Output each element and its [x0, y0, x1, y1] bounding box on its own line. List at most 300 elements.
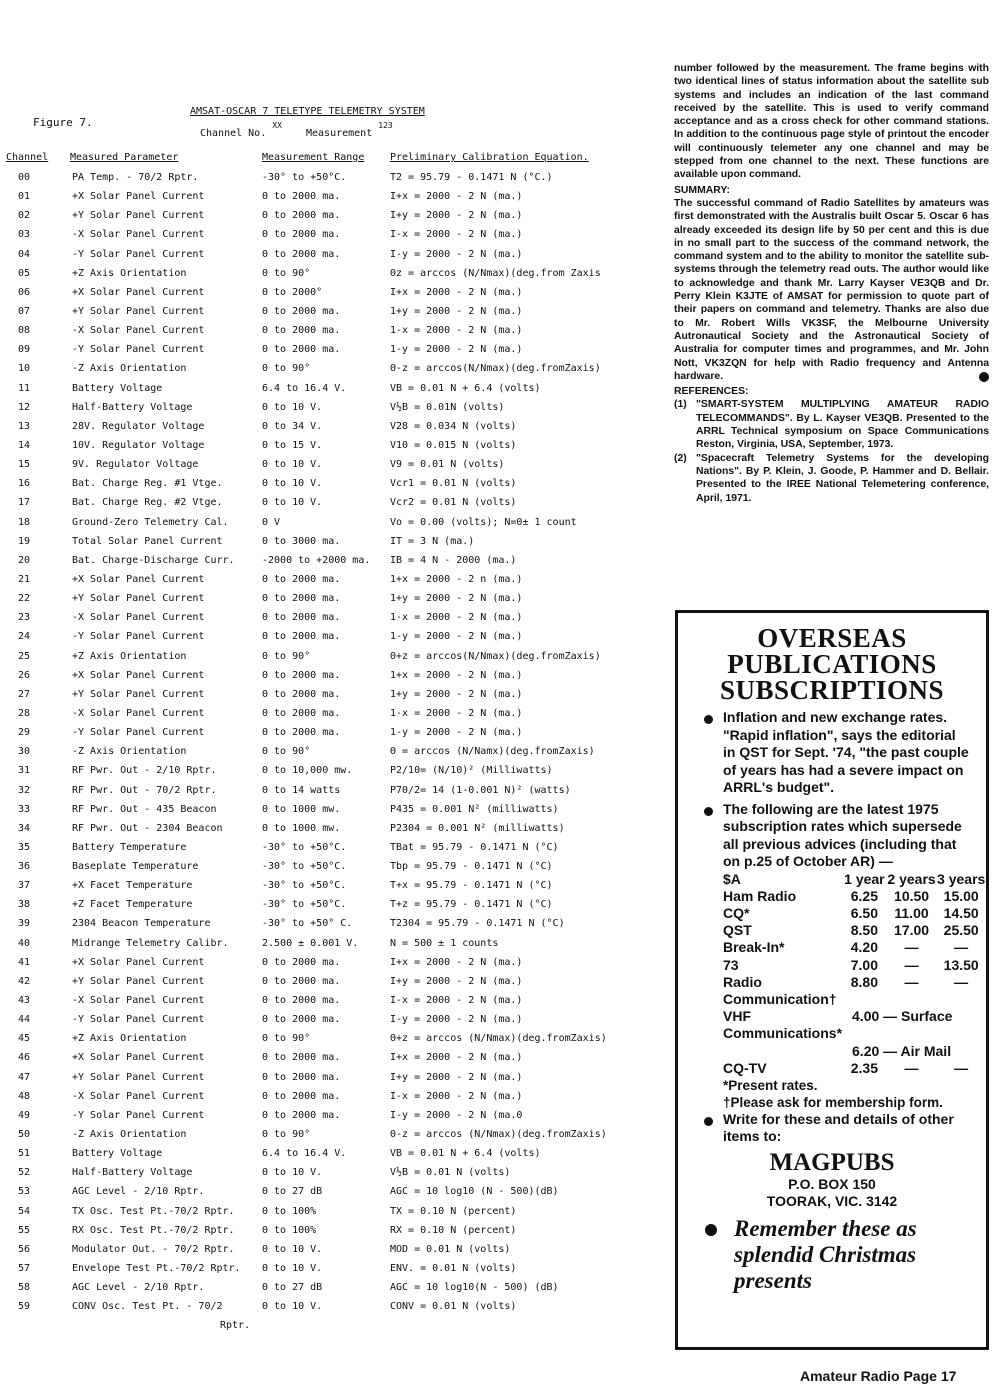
channel-number: 42	[18, 975, 31, 987]
channel-number: 30	[18, 746, 31, 758]
measurement-range: 0 to 14 watts	[262, 784, 341, 796]
measurement-range: 0 to 10 V.	[262, 478, 323, 490]
measured-parameter: +Y Solar Panel Current	[72, 688, 205, 700]
table-row	[0, 1108, 640, 1127]
measurement-range: 0 to 3000 ma.	[262, 535, 341, 547]
measured-parameter: -Y Solar Panel Current	[72, 248, 205, 260]
calibration-equation: I-x = 2000 - 2 N (ma.)	[390, 1090, 523, 1102]
measured-parameter: Battery Voltage	[72, 1148, 163, 1160]
reference-item	[674, 398, 989, 451]
measured-parameter: RF Pwr. Out - 2304 Beacon	[72, 822, 223, 834]
reference-number: (2)	[674, 452, 687, 464]
channel-number: 15	[18, 459, 31, 471]
table-row	[0, 897, 640, 916]
table-row	[0, 859, 640, 878]
table-row	[0, 266, 640, 285]
table-row	[0, 342, 640, 361]
calibration-equation: Θ-z = arccos(N/Nmax)(deg.fromZaxis)	[390, 363, 601, 375]
table-row	[0, 1127, 640, 1146]
table-row	[0, 361, 640, 380]
calibration-equation: RX = 0.10 N (percent)	[390, 1224, 517, 1236]
calibration-equation: Tbp = 95.79 - 0.1471 N (°C)	[390, 861, 553, 873]
channel-number: 10	[18, 363, 31, 375]
table-row	[0, 1261, 640, 1280]
ad-note-membership: †Please ask for membership form.	[723, 1094, 943, 1110]
table-row	[0, 323, 640, 342]
rates-row	[723, 1043, 986, 1060]
measurement-range: 0 to 10,000 mw.	[262, 765, 353, 777]
measurement-range: 0 to 100%	[262, 1205, 317, 1217]
measurement-range: 0 to 90°	[262, 267, 311, 279]
measurement-range: 0 to 1000 mw.	[262, 803, 341, 815]
table-row	[0, 515, 640, 534]
calibration-equation: CONV = 0.01 N (volts)	[390, 1301, 517, 1313]
rates-header-cell: $A	[723, 870, 741, 887]
channel-number: 36	[18, 861, 31, 873]
measurement-range: 0 to 2000 ma.	[262, 305, 341, 317]
rates-price: 6.20 — Air Mail	[852, 1042, 952, 1059]
table-title: AMSAT-OSCAR 7 TELETYPE TELEMETRY SYSTEM	[190, 106, 425, 117]
channel-number: 27	[18, 688, 31, 700]
table-row	[0, 438, 640, 457]
rates-price: 6.25	[850, 887, 878, 904]
channel-number: 44	[18, 1014, 31, 1026]
measured-parameter: +X Solar Panel Current	[72, 1052, 205, 1064]
measurement-range: 0 to 10 V.	[262, 1263, 323, 1275]
summary-heading: SUMMARY:	[674, 184, 730, 196]
measurement-range: 6.4 to 16.4 V.	[262, 1148, 347, 1160]
measurement-range: 0 to 2000 ma.	[262, 707, 341, 719]
rates-publication	[723, 1043, 842, 1060]
table-row	[0, 457, 640, 476]
summary-body: The successful command of Radio Satellites by amateurs was first demonstrated with the Australis built Oscar 5. Oscar 6 has already exceeded its design life by 50 per cent and this is due in no small part to the success of the command network, the command system and to the ability to monitor the satellite sub-systems through the telemetry read outs. The author would like to acknowledge and thank Mr. Larry Kayser VE3QB and Dr. Perry Klein K3JTE of AMSAT for permission to quote part of their papers on command and telemetry. Thanks are also due to Mr. Robert Wills VK3SF, the Melbourne University Autronautical Society and the Astronautical Society of Australia for computer times and programmes, and Mr. John Nott, VK3ZQN for help with Radio frequency and Antenna hardware.	[674, 197, 989, 382]
calibration-equation: Θ+z = arccos(N/Nmax)(deg.fromZaxis)	[390, 650, 601, 662]
rates-price: 11.00	[894, 904, 929, 921]
table-row	[0, 1184, 640, 1203]
table-row	[0, 744, 640, 763]
company-name: MAGPUBS	[769, 1148, 895, 1176]
article-column	[674, 62, 989, 505]
measured-parameter: Battery Temperature	[72, 841, 187, 853]
measured-parameter: RF Pwr. Out - 435 Beacon	[72, 803, 217, 815]
rates-price: 2.35	[850, 1059, 878, 1076]
measurement-range: 0 to 15 V.	[262, 439, 323, 451]
calibration-equation: TBat = 95.79 - 0.1471 N (°C)	[390, 841, 559, 853]
measurement-range: 0 to 2000 ma.	[262, 1071, 341, 1083]
calibration-equation: P70/2= 14 (1-0.001 N)² (watts)	[390, 784, 571, 796]
calibration-equation: I+x = 2000 - 2 N (ma.)	[390, 191, 523, 203]
rates-price: 17.00	[894, 922, 930, 939]
calibration-equation: Θz = arccos (N/Nmax)(deg.from Zaxis	[390, 267, 601, 279]
calibration-equation: 1+x = 2000 - 2 n (ma.)	[390, 573, 523, 585]
measured-parameter: -X Solar Panel Current	[72, 325, 205, 337]
table-row	[0, 955, 640, 974]
measured-parameter: Baseplate Temperature	[72, 861, 199, 873]
calibration-equation: I-y = 2000 - 2 N (ma.0	[390, 1109, 523, 1121]
calibration-equation: 1-y = 2000 - 2 N (ma.)	[390, 631, 523, 643]
calibration-equation: V28 = 0.034 N (volts)	[390, 420, 517, 432]
table-row	[0, 687, 640, 706]
calibration-equation: I-y = 2000 - 2 N (ma.)	[390, 248, 523, 260]
channel-number: 58	[18, 1282, 31, 1294]
subtitle-measurement-sup: 123	[378, 121, 393, 130]
rates-price: 8.80	[850, 973, 878, 990]
ad-bullet-rates	[678, 801, 986, 871]
channel-number: 25	[18, 650, 31, 662]
channel-number: 35	[18, 841, 31, 853]
measured-parameter: TX Osc. Test Pt.-70/2 Rptr.	[72, 1205, 235, 1217]
measurement-range: -2000 to +2000 ma.	[262, 554, 371, 566]
rates-price: —	[904, 1059, 919, 1076]
table-row	[0, 304, 640, 323]
table-row	[0, 381, 640, 400]
table-row	[0, 1012, 640, 1031]
measured-parameter: -Z Axis Orientation	[72, 1129, 187, 1141]
channel-number: 52	[18, 1167, 31, 1179]
rates-publication: Break-In*	[723, 939, 785, 956]
calibration-equation: I+x = 2000 - 2 N (ma.)	[390, 956, 523, 968]
measured-parameter: -Z Axis Orientation	[72, 363, 187, 375]
calibration-equation: N = 500 ± 1 counts	[390, 937, 499, 949]
channel-number: 41	[18, 956, 31, 968]
measured-parameter: -X Solar Panel Current	[72, 612, 205, 624]
calibration-equation: Vo = 0.00 (volts); N=0± 1 count	[390, 516, 577, 528]
ad-note-present: *Present rates.	[723, 1077, 818, 1093]
measured-parameter: +Y Solar Panel Current	[72, 975, 205, 987]
telemetry-table	[0, 170, 640, 1318]
ad-bullet-text: The following are the latest 1975 subscription rates which supersede all previous advices (including that on p.25 of October AR) —	[723, 800, 962, 869]
rates-price: —	[954, 939, 969, 956]
channel-number: 11	[18, 382, 31, 394]
channel-number: 49	[18, 1109, 31, 1121]
measured-parameter: 28V. Regulator Voltage	[72, 420, 205, 432]
measurement-range: 0 to 2000 ma.	[262, 1052, 341, 1064]
calibration-equation: 1-y = 2000 - 2 N (ma.)	[390, 344, 523, 356]
table-row	[0, 553, 640, 572]
slogan-text: Remember these as splendid Christmas presents	[734, 1215, 917, 1293]
calibration-equation: I-x = 2000 - 2 N (ma.)	[390, 229, 523, 241]
measurement-range: 0 to 1000 mw.	[262, 822, 341, 834]
channel-number: 04	[18, 248, 31, 260]
measurement-range: 0 to 2000 ma.	[262, 248, 341, 260]
table-subtitle	[200, 121, 393, 139]
rates-price: 8.50	[850, 922, 878, 939]
measurement-range: 0 to 10 V.	[262, 1243, 323, 1255]
measured-parameter: 10V. Regulator Voltage	[72, 439, 205, 451]
measurement-range: 0 to 2000 ma.	[262, 573, 341, 585]
channel-number: 53	[18, 1186, 31, 1198]
rates-publication: VHF Communications*	[723, 1008, 843, 1042]
measured-parameter: RX Osc. Test Pt.-70/2 Rptr.	[72, 1224, 235, 1236]
calibration-equation: I+y = 2000 - 2 N (ma.)	[390, 210, 523, 222]
measurement-range: 0 to 2000 ma.	[262, 1014, 341, 1026]
subtitle-channel: Channel No.	[200, 128, 267, 139]
measured-parameter: Total Solar Panel Current	[72, 535, 223, 547]
measured-parameter: AGC Level - 2/10 Rptr.	[72, 1282, 205, 1294]
channel-number: 12	[18, 401, 31, 413]
channel-number: 37	[18, 880, 31, 892]
channel-number: 45	[18, 1033, 31, 1045]
reference-number: (1)	[674, 399, 687, 411]
measured-parameter: -Z Axis Orientation	[72, 746, 187, 758]
measurement-range: 0 to 90°	[262, 1033, 311, 1045]
channel-number: 06	[18, 286, 31, 298]
calibration-equation: 1+y = 2000 - 2 N (ma.)	[390, 305, 523, 317]
measurement-range: 0 to 34 V.	[262, 420, 323, 432]
rates-row	[723, 905, 986, 922]
calibration-equation: 1+y = 2000 - 2 N (ma.)	[390, 688, 523, 700]
table-row	[0, 649, 640, 668]
rates-row	[723, 957, 986, 974]
measured-parameter: -X Solar Panel Current	[72, 995, 205, 1007]
rates-row	[723, 974, 986, 1008]
channel-number: 07	[18, 305, 31, 317]
channel-number: 33	[18, 803, 31, 815]
measured-parameter: Half-Battery Voltage	[72, 1167, 193, 1179]
table-row	[0, 936, 640, 955]
table-row	[0, 725, 640, 744]
measurement-range: 2.500 ± 0.001 V.	[262, 937, 359, 949]
channel-number: 00	[18, 172, 31, 183]
calibration-equation: 1-x = 2000 - 2 N (ma.)	[390, 325, 523, 337]
rates-row	[723, 922, 986, 939]
calibration-equation: TX = 0.10 N (percent)	[390, 1205, 517, 1217]
address-line-1: P.O. BOX 150	[788, 1175, 876, 1192]
measurement-range: 0 to 2000 ma.	[262, 612, 341, 624]
channel-number: 01	[18, 191, 31, 203]
measured-parameter: +X Solar Panel Current	[72, 669, 205, 681]
ad-bullet-text: Write for these and details of other items to:	[723, 1110, 954, 1145]
page-footer: Amateur Radio Page 17	[800, 1368, 957, 1384]
channel-number: 14	[18, 439, 31, 451]
measured-parameter: Bat. Charge Reg. #1 Vtge.	[72, 478, 223, 490]
measurement-range: 0 to 2000 ma.	[262, 325, 341, 337]
table-row	[0, 1223, 640, 1242]
measured-parameter: +X Solar Panel Current	[72, 191, 205, 203]
rates-header-cell: 2 years	[887, 870, 936, 887]
measured-parameter: +Y Solar Panel Current	[72, 210, 205, 222]
measurement-range: 0 to 2000 ma.	[262, 631, 341, 643]
measured-parameter: Midrange Telemetry Calibr.	[72, 937, 229, 949]
rates-price: 13.50	[943, 956, 979, 973]
table-row	[0, 916, 640, 935]
measured-parameter: +Z Axis Orientation	[72, 267, 187, 279]
table-row	[0, 1146, 640, 1165]
channel-number: 19	[18, 535, 31, 547]
header-parameter: Measured Parameter	[70, 152, 179, 163]
measured-parameter: RF Pwr. Out - 70/2 Rptr.	[72, 784, 217, 796]
reference-text: "SMART-SYSTEM MULTIPLYING AMATEUR RADIO TELECOMMANDS". By L. Kayser VE3QB. Presented to the ARRL Technical symposium on Space Communications Reston, Virginia, USA, September, 1973.	[696, 399, 989, 451]
channel-number: 08	[18, 325, 31, 337]
measured-parameter: +Z Axis Orientation	[72, 1033, 187, 1045]
channel-number: 05	[18, 267, 31, 279]
header-range: Measurement Range	[262, 152, 365, 163]
table-row	[0, 993, 640, 1012]
table-row	[0, 189, 640, 208]
summary-text	[674, 197, 989, 383]
channel-number: 21	[18, 573, 31, 585]
calibration-equation: 1-x = 2000 - 2 N (ma.)	[390, 612, 523, 624]
channel-number: 13	[18, 420, 31, 432]
measurement-range: 0 to 2000 ma.	[262, 191, 341, 203]
rates-publication: 73	[723, 956, 739, 973]
measurement-range: 0 to 2000 ma.	[262, 727, 341, 739]
channel-number: 48	[18, 1090, 31, 1102]
measurement-range: 0 V	[262, 516, 281, 528]
channel-number: 47	[18, 1071, 31, 1083]
calibration-equation: ENV. = 0.01 N (volts)	[390, 1263, 517, 1275]
calibration-equation: 1-y = 2000 - 2 N (ma.)	[390, 727, 523, 739]
calibration-equation: I+y = 2000 - 2 N (ma.)	[390, 975, 523, 987]
table-row	[0, 1204, 640, 1223]
ad-bullet-text: Inflation and new exchange rates. "Rapid inflation", says the editorial in QST for Sept. '74, "the past couple of years has had a severe impact on ARRL's budget".	[723, 709, 969, 795]
rates-row	[723, 1008, 986, 1042]
measured-parameter: PA Temp. - 70/2 Rptr.	[72, 172, 199, 183]
rates-publication: Ham Radio	[723, 887, 797, 904]
address-line-2: TOORAK, VIC. 3142	[766, 1192, 898, 1209]
channel-number: 40	[18, 937, 31, 949]
table-row	[0, 1089, 640, 1108]
table-row	[0, 974, 640, 993]
table-row	[0, 840, 640, 859]
channel-number: 29	[18, 727, 31, 739]
measured-parameter: Modulator Out. - 70/2 Rptr.	[72, 1243, 235, 1255]
measurement-range: 0 to 90°	[262, 1129, 311, 1141]
rates-price: 14.50	[943, 904, 979, 921]
measurement-range: 0 to 27 dB	[262, 1186, 323, 1198]
calibration-equation: MOD = 0.01 N (volts)	[390, 1243, 511, 1255]
measurement-range: 0 to 10 V.	[262, 1167, 323, 1179]
channel-number: 17	[18, 497, 31, 509]
ad-title: OVERSEAS PUBLICATIONS SUBSCRIPTIONS	[719, 623, 945, 705]
article-intro: number followed by the measurement. The frame begins with two identical lines of status information about the satellite sub systems and includes an indication of the last command received by the satellite. This is used to verify command acceptance and as a cross check for other command stations. In addition to the continuous page style of printout the encoder will continuously telemeter any one channel and may be stepped from one channel to the next. These functions are available upon command.	[674, 63, 989, 181]
measurement-range: 0 to 2000 ma.	[262, 344, 341, 356]
measurement-range: 0 to 2000 ma.	[262, 975, 341, 987]
measurement-range: 0 to 27 dB	[262, 1282, 323, 1294]
measured-parameter: -X Solar Panel Current	[72, 707, 205, 719]
calibration-equation: IB = 4 N - 2000 (ma.)	[390, 554, 517, 566]
calibration-equation: V10 = 0.015 N (volts)	[390, 439, 517, 451]
channel-number: 32	[18, 784, 31, 796]
remember-slogan	[678, 1216, 986, 1294]
ad-bullet-inflation	[678, 709, 986, 797]
calibration-equation: 1-x = 2000 - 2 N (ma.)	[390, 707, 523, 719]
header-equation: Preliminary Calibration Equation.	[390, 152, 589, 163]
table-row	[0, 668, 640, 687]
rates-price: 15.00	[943, 887, 979, 904]
rates-body	[723, 888, 986, 1077]
measurement-range: -30° to +50°C.	[262, 861, 347, 873]
rates-row	[723, 1060, 986, 1077]
calibration-equation: I-x = 2000 - 2 N (ma.)	[390, 995, 523, 1007]
rates-header-cell: 3 years	[937, 870, 986, 887]
rates-price: 7.00	[850, 956, 878, 973]
table-row	[0, 629, 640, 648]
measurement-range: -30° to +50° C.	[262, 918, 353, 930]
measured-parameter: +X Solar Panel Current	[72, 286, 205, 298]
table-row	[0, 572, 640, 591]
calibration-equation: 1+x = 2000 - 2 N (ma.)	[390, 669, 523, 681]
channel-number: 39	[18, 918, 31, 930]
calibration-equation: T+z = 95.79 - 0.1471 N (°C)	[390, 899, 553, 911]
channel-number: 16	[18, 478, 31, 490]
channel-number: 03	[18, 229, 31, 241]
calibration-equation: VB = 0.01 N + 6.4 (volts)	[390, 382, 541, 394]
channel-number: 51	[18, 1148, 31, 1160]
measured-parameter: +X Solar Panel Current	[72, 573, 205, 585]
rates-table	[723, 871, 986, 1077]
calibration-equation: P2/10= (N/10)² (Milliwatts)	[390, 765, 553, 777]
calibration-equation: I+x = 2000 - 2 N (ma.)	[390, 1052, 523, 1064]
rates-header-row	[723, 871, 986, 888]
subscription-ad	[675, 610, 989, 1350]
table-row	[0, 247, 640, 266]
bullet-icon	[704, 807, 713, 816]
channel-number: 18	[18, 516, 31, 528]
measurement-range: 6.4 to 16.4 V.	[262, 382, 347, 394]
calibration-equation: I+x = 2000 - 2 N (ma.)	[390, 286, 523, 298]
measured-parameter: -Y Solar Panel Current	[72, 631, 205, 643]
measured-parameter: Envelope Test Pt.-70/2 Rptr.	[72, 1263, 241, 1275]
reference-item	[674, 452, 989, 505]
table-row	[0, 285, 640, 304]
measurement-range: 0 to 2000 ma.	[262, 1109, 341, 1121]
calibration-equation: V½B = 0.01 N (volts)	[390, 1167, 511, 1179]
measurement-range: -30° to +50°C.	[262, 880, 347, 892]
calibration-equation: Θ+z = arccos (N/Nmax)(deg.fromZaxis)	[390, 1033, 607, 1045]
end-mark-icon	[979, 372, 989, 382]
table-row	[0, 763, 640, 782]
measured-parameter: -X Solar Panel Current	[72, 229, 205, 241]
row-continuation: Rptr.	[220, 1320, 251, 1331]
measurement-range: 0 to 90°	[262, 746, 311, 758]
calibration-equation: AGC = 10 log10(N - 500) (dB)	[390, 1282, 559, 1294]
rates-price: 25.50	[943, 922, 979, 939]
calibration-equation: V9 = 0.01 N (volts)	[390, 459, 505, 471]
calibration-equation: Θ = arccos (N/Namx)(deg.fromZaxis)	[390, 746, 595, 758]
channel-number: 20	[18, 554, 31, 566]
calibration-equation: Θ-z = arccos (N/Nmax)(deg.fromZaxis)	[390, 1129, 607, 1141]
calibration-equation: T+x = 95.79 - 0.1471 N (°C)	[390, 880, 553, 892]
table-row	[0, 1031, 640, 1050]
table-row	[0, 1299, 640, 1318]
measured-parameter: Bat. Charge-Discharge Curr.	[72, 554, 235, 566]
rates-publication: CQ*	[723, 904, 750, 921]
table-row	[0, 227, 640, 246]
bullet-icon	[704, 715, 713, 724]
calibration-equation: IT = 3 N (ma.)	[390, 535, 475, 547]
measured-parameter: +Y Solar Panel Current	[72, 305, 205, 317]
subtitle-channel-sup: XX	[272, 121, 282, 130]
table-row	[0, 1242, 640, 1261]
table-row	[0, 821, 640, 840]
measurement-range: 0 to 2000°	[262, 286, 323, 298]
rates-publication: QST	[723, 922, 752, 939]
measurement-range: 0 to 2000 ma.	[262, 669, 341, 681]
channel-number: 22	[18, 593, 31, 605]
references-heading: REFERENCES:	[674, 386, 749, 398]
channel-number: 34	[18, 822, 31, 834]
channel-number: 46	[18, 1052, 31, 1064]
measurement-range: 0 to 2000 ma.	[262, 229, 341, 241]
calibration-equation: Vcr1 = 0.01 N (volts)	[390, 478, 517, 490]
header-channel: Channel	[6, 152, 49, 163]
figure-label: Figure 7.	[33, 116, 93, 129]
measured-parameter: -Y Solar Panel Current	[72, 1014, 205, 1026]
rates-row	[723, 939, 986, 956]
rates-header-cell: 1 year	[844, 870, 885, 887]
rates-price: 4.00 — Surface	[852, 1008, 953, 1025]
